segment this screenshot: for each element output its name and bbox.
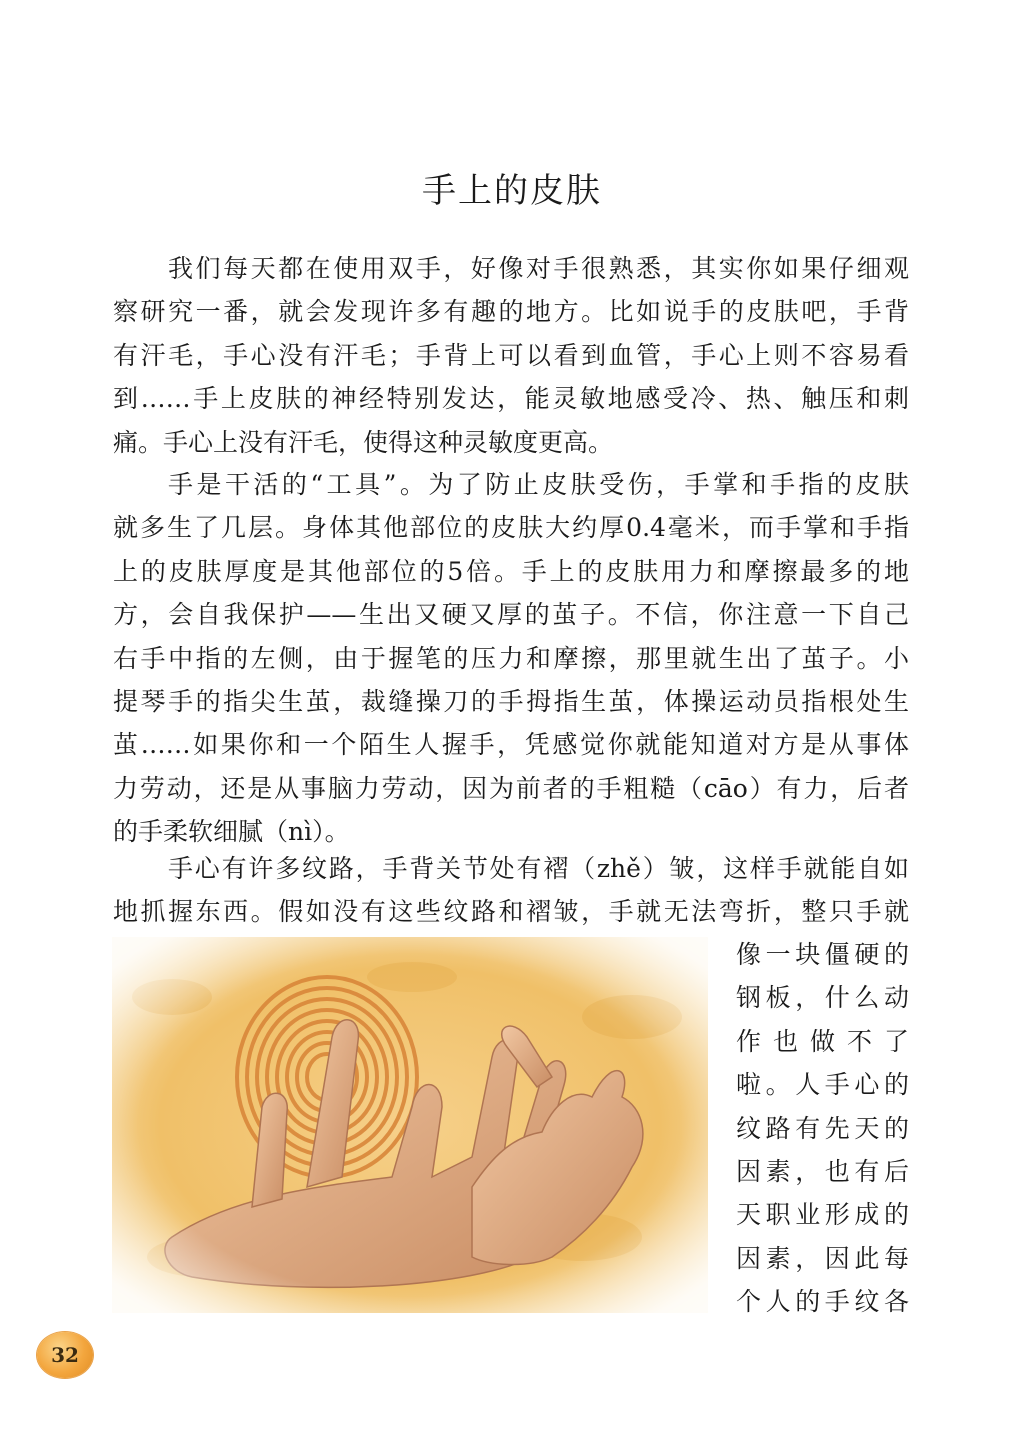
text-line: 就多生了几层。身体其他部位的皮肤大约厚0.4毫米，而手掌和手指 xyxy=(113,513,909,543)
text-line: 有汗毛，手心没有汗毛；手背上可以看到血管，手心上则不容易看 xyxy=(113,340,909,370)
text-line: 因素，因此每 xyxy=(736,1243,909,1273)
text-line: 手心有许多纹路，手背关节处有褶（zhě）皱，这样手就能自如 xyxy=(168,854,909,883)
text-line: 个人的手纹各 xyxy=(736,1287,909,1317)
text-line: 我们每天都在使用双手，好像对手很熟悉，其实你如果仔细观 xyxy=(168,254,909,283)
text-line: 钢板，什么动 xyxy=(736,983,909,1013)
text-line: 啦。人手心的 xyxy=(736,1070,909,1100)
paragraph-1 xyxy=(113,247,909,464)
text-line: 手是干活的“工具”。为了防止皮肤受伤，手掌和手指的皮肤 xyxy=(168,470,909,499)
text-line: 上的皮肤厚度是其他部位的5倍。手上的皮肤用力和摩擦最多的地 xyxy=(113,556,909,586)
text-line: 右手中指的左侧，由于握笔的压力和摩擦，那里就生出了茧子。小 xyxy=(113,643,909,673)
text-line: 作也做不了 xyxy=(736,1026,909,1056)
text-line: 到……手上皮肤的神经特别发达，能灵敏地感受冷、热、触压和刺 xyxy=(113,384,909,414)
paragraph-2 xyxy=(113,463,909,854)
text-line: 茧……如果你和一个陌生人握手，凭感觉你就能知道对方是从事体 xyxy=(113,730,909,760)
text-line: 痛。手心上没有汗毛，使得这种灵敏度更高。 xyxy=(113,427,614,457)
hands-fingerprint-photo xyxy=(112,937,708,1313)
text-line: 纹路有先天的 xyxy=(736,1113,909,1143)
page-number-badge xyxy=(37,1332,93,1378)
text-line: 提琴手的指尖生茧，裁缝操刀的手拇指生茧，体操运动员指根处生 xyxy=(113,687,909,717)
text-line: 地抓握东西。假如没有这些纹路和褶皱，手就无法弯折，整只手就 xyxy=(113,897,909,927)
text-line: 的手柔软细腻（nì）。 xyxy=(113,817,350,847)
paragraph-3 xyxy=(113,847,909,934)
page-title: 手上的皮肤 xyxy=(422,171,602,211)
page-number: 32 xyxy=(51,1343,79,1367)
text-line: 力劳动，还是从事脑力劳动，因为前者的手粗糙（cāo）有力，后者 xyxy=(113,773,909,803)
text-line: 天职业形成的 xyxy=(736,1200,909,1230)
text-line: 因素，也有后 xyxy=(736,1157,909,1187)
text-line: 像一块僵硬的 xyxy=(736,940,909,969)
wrapped-text-column xyxy=(736,933,909,1324)
text-line: 察研究一番，就会发现许多有趣的地方。比如说手的皮肤吧，手背 xyxy=(113,297,909,327)
text-line: 方，会自我保护——生出又硬又厚的茧子。不信，你注意一下自己 xyxy=(113,600,909,630)
hands-illustration xyxy=(112,937,708,1313)
